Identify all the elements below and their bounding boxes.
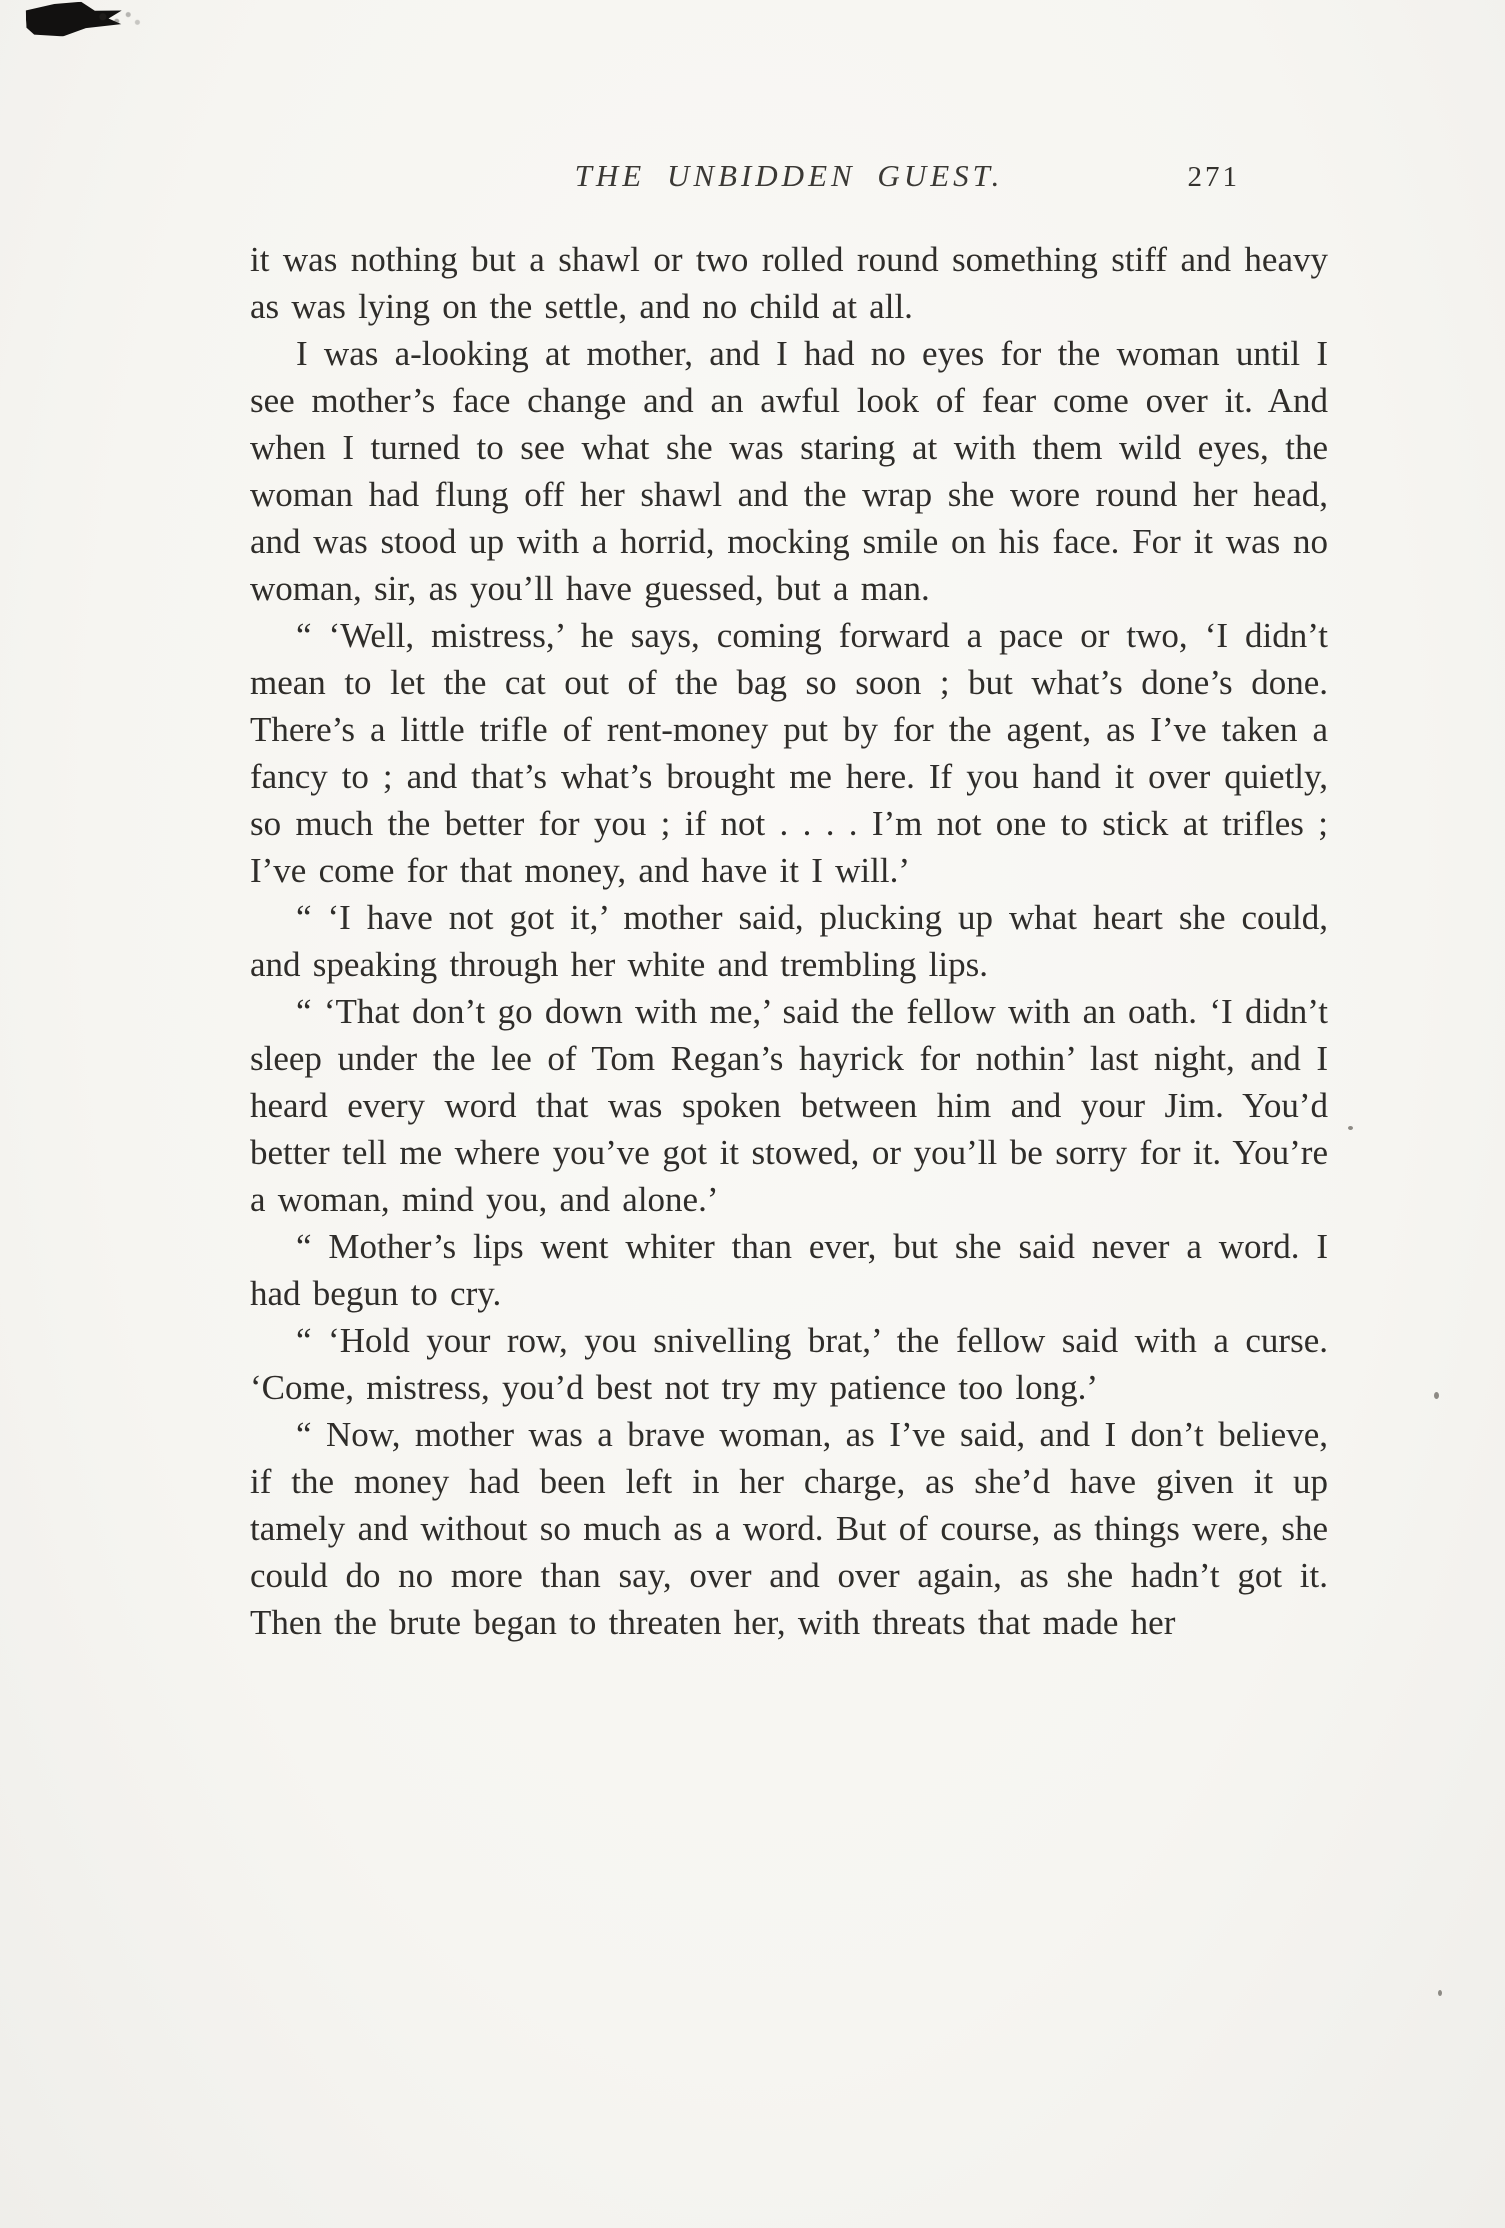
paragraph: “ ‘That don’t go down with me,’ said the fellow with an oath. ‘I didn’t sleep under the lee of Tom Regan’s hayrick for nothin’ last night, and I heard every word that was spoken between him and your Jim. You’d better tell me where you’ve got it stowed, or you’ll be sorry for it. You’re a woman, mind you, and alone.’ xyxy=(250,992,1328,1219)
paragraph: “ ‘Hold your row, you snivelling brat,’ the fellow said with a curse. ‘Come, mistress, you’d best not try my patience too long.’ xyxy=(250,1321,1328,1407)
paragraph: I was a-looking at mother, and I had no eyes for the woman until I see mother’s face change and an awful look of fear come over it. And when I turned to see what she was staring at with them wild eyes, the woman had flung off her shawl and the wrap she wore round her head, and was stood up with a horrid, mocking smile on his face. For it was no woman, sir, as you’ll have guessed, but a man. xyxy=(250,334,1328,608)
scan-speck xyxy=(1348,1126,1353,1130)
running-header-title: THE UNBIDDEN GUEST. xyxy=(574,158,1004,193)
running-header xyxy=(250,158,1328,194)
ink-smudge-speckles xyxy=(96,8,142,30)
paragraph: “ Now, mother was a brave woman, as I’ve said, and I don’t believe, if the money had been left in her charge, as she’d have given it up tamely and without so much as a word. But of course, as things were, she could do no more than say, over and over again, as she hadn’t got it. Then the brute began to threaten her, with threats that made her xyxy=(250,1415,1328,1642)
text-block xyxy=(250,236,1328,1646)
page-number: 271 xyxy=(1187,161,1240,193)
scan-speck xyxy=(1434,1392,1439,1399)
paragraph: “ ‘I have not got it,’ mother said, plucking up what heart she could, and speaking through her white and trembling lips. xyxy=(250,898,1328,984)
scan-speck xyxy=(1438,1990,1442,1996)
paragraph: “ ‘Well, mistress,’ he says, coming forward a pace or two, ‘I didn’t mean to let the cat out of the bag so soon ; but what’s done’s done. There’s a little trifle of rent-money put by for the agent, as I’ve taken a fancy to ; and that’s what’s brought me here. If you hand it over quietly, so much the better for you ; if not . . . . I’m not one to stick at trifles ; I’ve come for that money, and have it I will.’ xyxy=(250,616,1328,890)
paragraph: “ Mother’s lips went whiter than ever, but she said never a word. I had begun to cry. xyxy=(250,1227,1328,1313)
paragraph: it was nothing but a shawl or two rolled round something stiff and heavy as was lying on the settle, and no child at all. xyxy=(250,240,1328,326)
